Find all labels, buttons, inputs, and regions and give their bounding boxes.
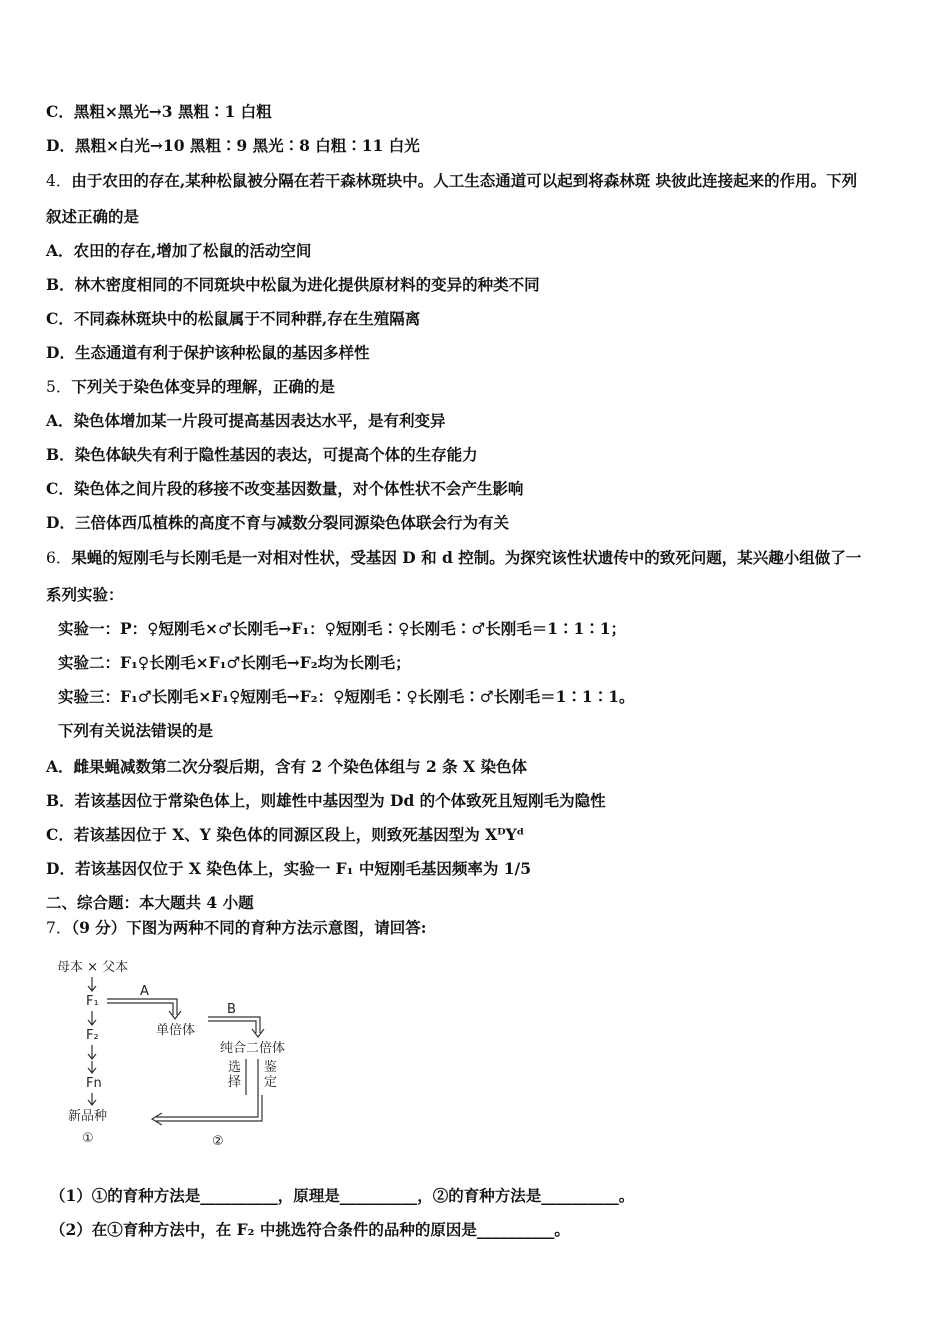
line-text: D．生态通道有利于保护该种松鼠的基因多样性 xyxy=(46,343,370,362)
line-text: D．三倍体西瓜植株的高度不育与减数分裂同源染色体联会行为有关 xyxy=(46,513,509,532)
mother-father-label: 母本 × 父本 xyxy=(57,960,129,975)
text-line xyxy=(46,309,420,329)
experiment-line xyxy=(58,653,411,673)
line-text: A．染色体增加某一片段可提高基因表达水平，是有利变异 xyxy=(46,411,446,430)
line-text: C．黑粗×黑光→3 黑粗∶1 白粗 xyxy=(46,102,272,121)
question-7-stem xyxy=(46,918,427,938)
line-text: D．黑粗×白光→10 黑粗∶9 黑光∶8 白粗∶11 白光 xyxy=(46,136,420,155)
route-a-arrow xyxy=(107,999,181,1019)
route-b-label: B xyxy=(227,1002,236,1017)
route-a-label: A xyxy=(140,984,149,999)
text-line xyxy=(46,479,523,499)
line-text: （1）①的育种方法是__________，原理是__________，②的育种方法是__________。 xyxy=(50,1186,635,1205)
select-char-1: 选 xyxy=(228,1060,242,1075)
text-line xyxy=(46,207,139,227)
circle-two-label: ② xyxy=(212,1134,224,1149)
experiment-line xyxy=(58,721,213,741)
pure-diploid-label: 纯合二倍体 xyxy=(220,1041,286,1056)
circle-one-label: ① xyxy=(82,1131,94,1146)
sub-question-line xyxy=(50,1186,634,1206)
option-line xyxy=(46,825,524,845)
question-number: 6． xyxy=(46,549,72,567)
text-line xyxy=(46,445,478,465)
arrow-down-1 xyxy=(88,977,96,991)
text-line xyxy=(46,102,272,122)
text-line xyxy=(46,585,124,605)
haploid-label: 单倍体 xyxy=(156,1023,196,1038)
return-arrow xyxy=(152,1095,262,1125)
text-line xyxy=(46,548,861,568)
text-line xyxy=(46,275,540,295)
route-b-arrow xyxy=(208,1017,264,1037)
line-text: B．染色体缺失有利于隐性基因的表达，可提高个体的生存能力 xyxy=(46,445,478,464)
option-line xyxy=(46,757,527,777)
line-text: 二、综合题：本大题共 4 小题 xyxy=(46,893,254,912)
select-char-2: 择 xyxy=(228,1075,242,1090)
text-line xyxy=(46,377,335,397)
text-line xyxy=(46,513,509,533)
text-line xyxy=(46,171,857,191)
f1-label: F₁ xyxy=(86,994,99,1009)
line-text: C．若该基因位于 X、Y 染色体的同源区段上，则致死基因型为 XᴰYᵈ xyxy=(46,825,525,844)
question-number: 4． xyxy=(46,172,72,190)
line-text: 实验二：F₁♀长刚毛×F₁♂长刚毛→F₂均为长刚毛； xyxy=(58,653,411,672)
option-line xyxy=(46,859,531,879)
line-text: A．雌果蝇减数第二次分裂后期，含有 2 个染色体组与 2 条 X 染色体 xyxy=(46,757,528,776)
line-text: 实验三：F₁♂长刚毛×F₁♀短刚毛→F₂：♀短刚毛∶♀长刚毛∶♂长刚毛＝1∶1∶1。 xyxy=(58,687,635,706)
line-text: C．不同森林斑块中的松鼠属于不同种群,存在生殖隔离 xyxy=(46,309,421,328)
experiment-line xyxy=(58,619,626,639)
arrow-down-5 xyxy=(88,1093,96,1105)
text-line xyxy=(46,343,369,363)
line-text: A．农田的存在,增加了松鼠的活动空间 xyxy=(46,241,312,260)
identify-char-1: 鉴 xyxy=(264,1060,278,1075)
line-text: （2）在①育种方法中，在 F₂ 中挑选符合条件的品种的原因是__________。 xyxy=(50,1220,570,1239)
text-line xyxy=(46,411,446,431)
line-text: D．若该基因仅位于 X 染色体上，实验一 F₁ 中短刚毛基因频率为 1/5 xyxy=(46,859,531,878)
line-text: 下列关于染色体变异的理解，正确的是 xyxy=(71,377,335,396)
line-text: B．若该基因位于常染色体上，则雄性中基因型为 Dd 的个体致死且短刚毛为隐性 xyxy=(46,791,606,810)
fn-label: Fn xyxy=(86,1076,102,1091)
new-variety-label: 新品种 xyxy=(68,1109,108,1124)
question-number: 7． xyxy=(46,919,72,937)
identify-char-2: 定 xyxy=(264,1075,278,1090)
text-line xyxy=(46,136,420,156)
section-heading xyxy=(46,893,254,913)
f2-label: F₂ xyxy=(86,1028,99,1043)
line-text: C．染色体之间片段的移接不改变基因数量，对个体性状不会产生影响 xyxy=(46,479,524,498)
line-text: 叙述正确的是 xyxy=(46,207,140,226)
line-text: 果蝇的短刚毛与长刚毛是一对相对性状，受基因 D 和 d 控制。为探究该性状遗传中的致死问题，某兴趣小组做了一 xyxy=(71,548,862,567)
line-text: B．林木密度相同的不同斑块中松鼠为进化提供原材料的变异的种类不同 xyxy=(46,275,540,294)
arrow-down-3 xyxy=(88,1045,96,1059)
line-text: 由于农田的存在,某种松鼠被分隔在若干森林斑块中。人工生态通道可以起到将森林斑 块彼此连接起来的作用。下列 xyxy=(71,171,858,190)
arrow-down-2 xyxy=(88,1011,96,1025)
line-text: 系列实验： xyxy=(46,585,124,604)
sub-question-line xyxy=(50,1220,570,1240)
line-text: 下列有关说法错误的是 xyxy=(58,721,214,740)
breeding-diagram xyxy=(52,955,312,1155)
arrow-down-4 xyxy=(88,1061,96,1073)
question-number: 5． xyxy=(46,378,72,396)
option-line xyxy=(46,791,606,811)
line-text: 实验一：P：♀短刚毛×♂长刚毛→F₁：♀短刚毛∶♀长刚毛∶♂长刚毛＝1∶1∶1； xyxy=(58,619,627,638)
experiment-line xyxy=(58,687,635,707)
line-text: （9 分）下图为两种不同的育种方法示意图，请回答: xyxy=(71,918,427,937)
text-line xyxy=(46,241,311,261)
